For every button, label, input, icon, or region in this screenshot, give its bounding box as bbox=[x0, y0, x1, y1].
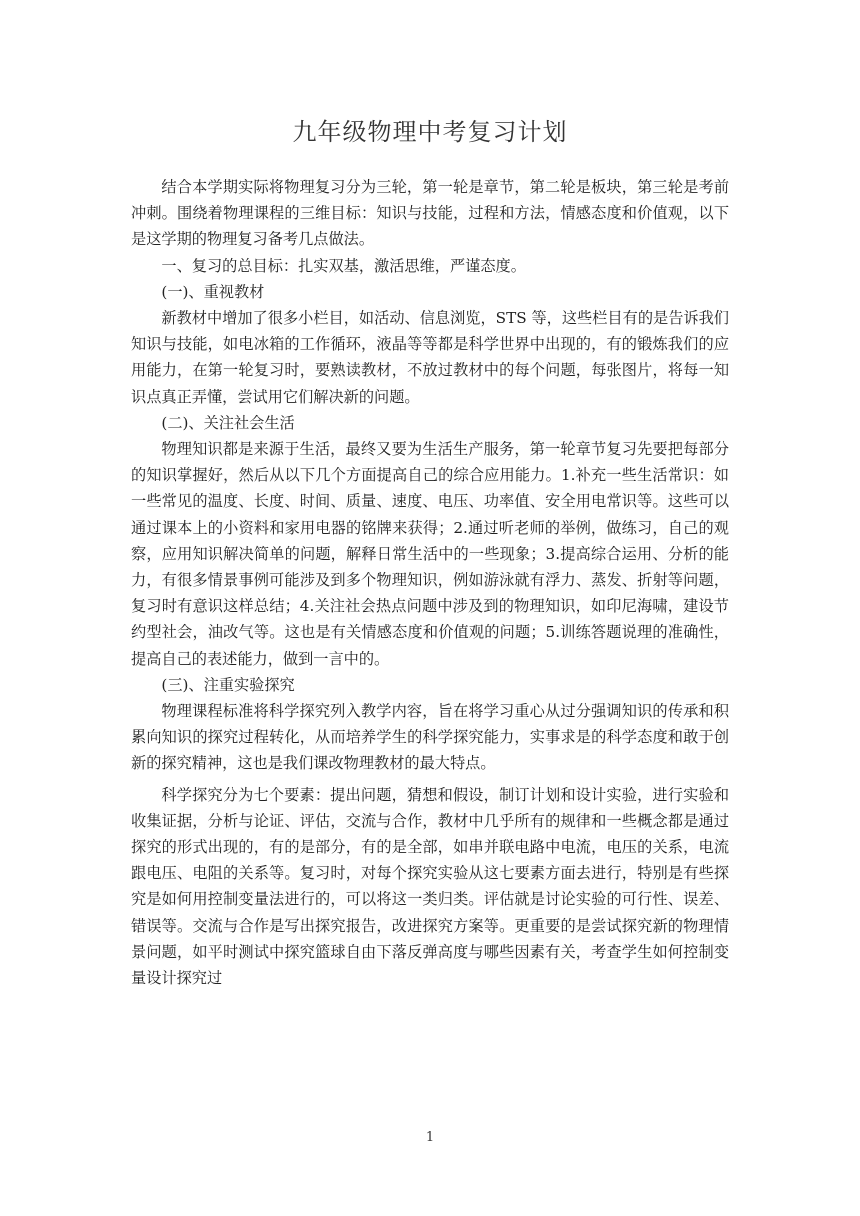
subsection-heading-experiment: (三)、注重实验探究 bbox=[161, 675, 295, 694]
intro-paragraph: 结合本学期实际将物理复习分为三轮，第一轮是章节，第二轮是板块，第三轮是考前冲刺。围绕着物理课程的三维目标：知识与技能，过程和方法，情感态度和价值观，以下是这学期的物理复习备考几点做法。 bbox=[131, 178, 729, 249]
subsection-heading-social-life: (二)、关注社会生活 bbox=[161, 413, 295, 432]
paragraph-scientific-inquiry: 科学探究分为七个要素：提出问题，猜想和假设，制订计划和设计实验，进行实验和收集证据，分析与论证、评估，交流与合作，教材中几乎所有的规律和一些概念都是通过探究的形式出现的，有的是部分，有的是全部，如串并联电路中电流，电压的关系，电流跟电压、电阻的关系等。复习时，对每个探究实验从这七要素方面去进行，特别是有些探究是如何用控制变量法进行的，可以将这一类归类。评估就是讨论实验的可行性、误差、错误等。交流与合作是写出探究报告，改进探究方案等。更重要的是尝试探究新的物理情景问题，如平时测试中探究篮球自由下落反弹高度与哪些因素有关，考查学生如何控制变量设计探究过 bbox=[131, 785, 729, 988]
page-number: 1 bbox=[425, 1130, 435, 1145]
subsection-heading-textbook: (一)、重视教材 bbox=[161, 282, 265, 301]
paragraph-curriculum-standard: 物理课程标准将科学探究列入教学内容，旨在将学习重心从过分强调知识的传承和积累向知识的探究过程转化，从而培养学生的科学探究能力，实事求是的科学态度和敢于创新的探究精神，这也是我们课改物理教材的最大特点。 bbox=[131, 702, 729, 773]
paragraph-social-life: 物理知识都是来源于生活，最终又要为生活生产服务，第一轮章节复习先要把每部分的知识掌握好，然后从以下几个方面提高自己的综合应用能力。1.补充一些生活常识：如一些常见的温度、长度、时间、质量、速度、电压、功率值、安全用电常识等。这些可以通过课本上的小资料和家用电器的铭牌来获得；2.通过听老师的举例，做练习，自己的观察，应用知识解决简单的问题，解释日常生活中的一些现象；3.提高综合运用、分析的能力，有很多情景事例可能涉及到多个物理知识，例如游泳就有浮力、蒸发、折射等问题，复习时有意识这样总结；4.关注社会热点问题中涉及到的物理知识，如印尼海啸，建设节约型社会，油改气等。这也是有关情感态度和价值观的问题；5.训练答题说理的准确性，提高自己的表述能力，做到一言中的。 bbox=[131, 440, 729, 668]
paragraph-textbook: 新教材中增加了很多小栏目，如活动、信息浏览，STS 等，这些栏目有的是告诉我们知识与技能，如电冰箱的工作循环，液晶等等都是科学世界中出现的，有的锻炼我们的应用能力，在第一轮复习时，要熟读教材，不放过教材中的每个问题，每张图片，将每一知识点真正弄懂，尝试用它们解决新的问题。 bbox=[131, 309, 729, 406]
document-body bbox=[131, 174, 729, 991]
section-heading-goal: 一、复习的总目标：扎实双基，激活思维，严谨态度。 bbox=[161, 256, 526, 275]
document-title: 九年级物理中考复习计划 bbox=[292, 118, 568, 146]
